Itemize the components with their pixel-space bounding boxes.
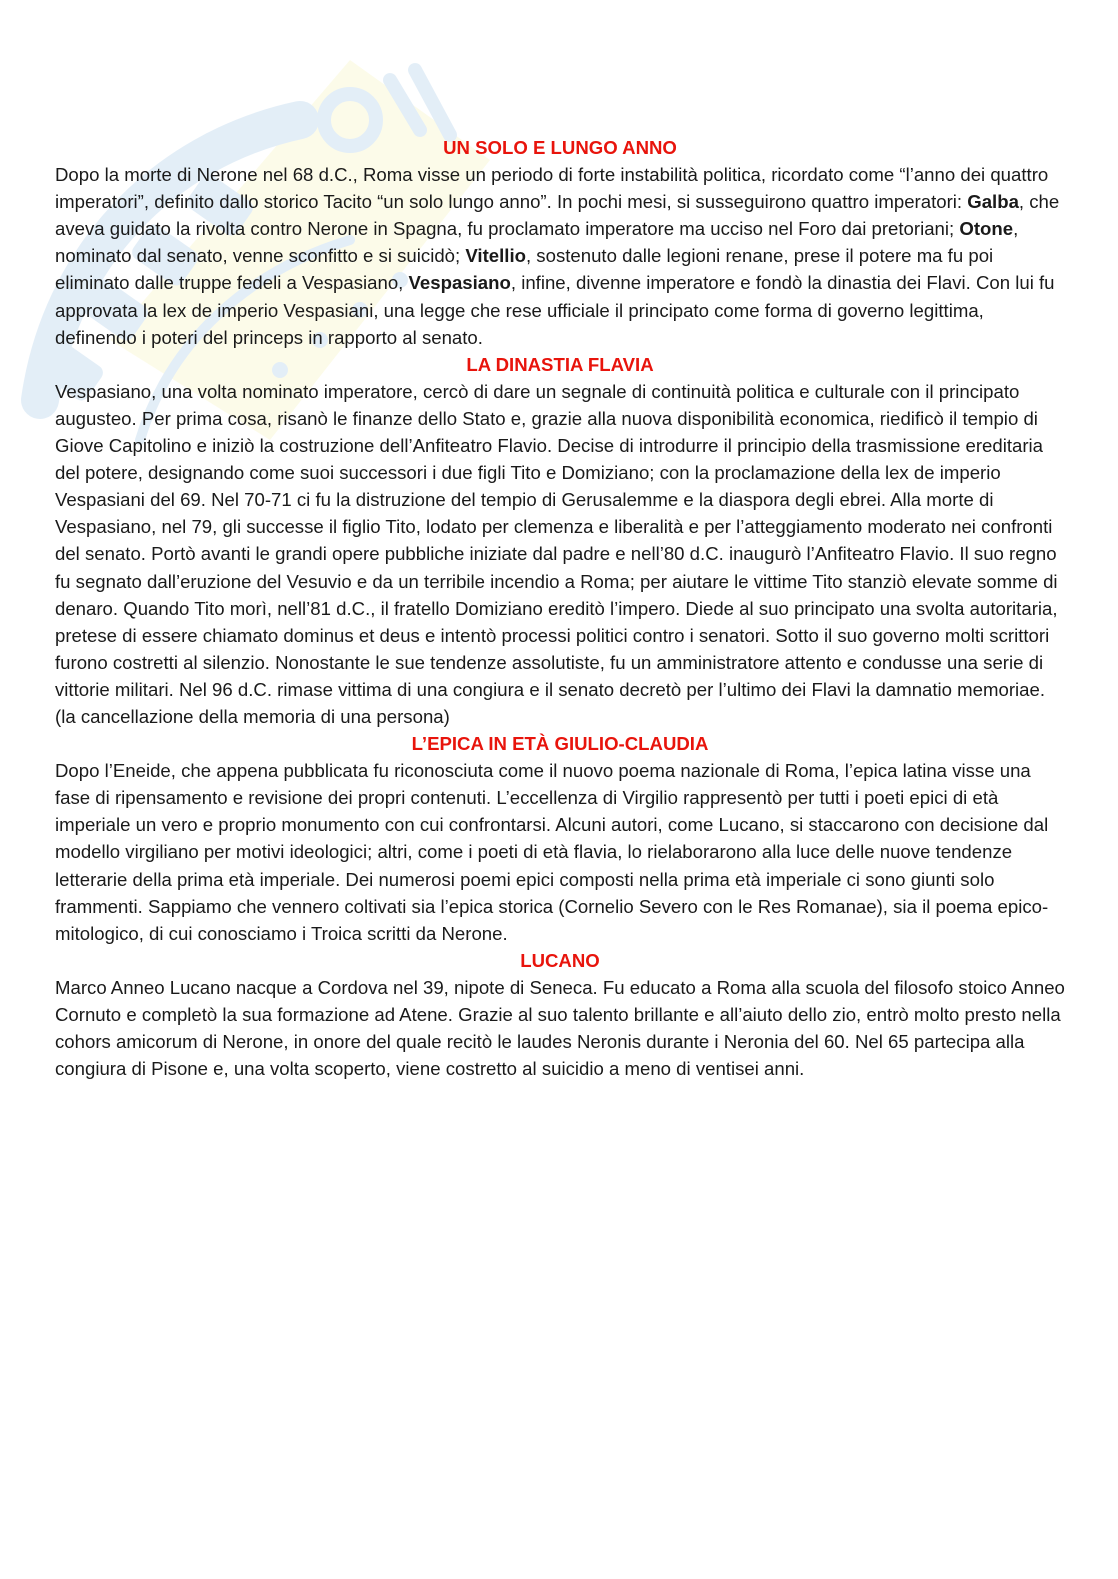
section-heading: LUCANO xyxy=(520,949,600,971)
document-page xyxy=(55,134,1065,1082)
text-run: , sostenuto dalle legioni renane, prese il potere ma fu poi eliminato dalle truppe fedeli a Vespasiano, xyxy=(55,245,994,294)
section-heading: LA DINASTIA FLAVIA xyxy=(466,353,654,375)
bold-term: Vespasiano xyxy=(408,272,511,294)
text-run: Vespasiano, una volta nominato imperatore, cercò di dare un segnale di continuità politica e culturale con il principato augusteo. Per prima cosa, risanò le finanze dello Stato e, grazie alla nuova disponibilità economica, riedificò il tempio di Giove Capitolino e iniziò la costruzione dell’Anfiteatro Flavio. Decise di introdurre il principio della trasmissione ereditaria del potere, designando come suoi successori i due figli Tito e Domiziano; con la proclamazione della lex de imperio Vespasiani del 69. Nel 70-71 ci fu la distruzione del tempio di Gerusalemme e la diaspora degli ebrei. Alla morte di Vespasiano, nel 79, gli successe il figlio Tito, lodato per clemenza e liberalità e per l’atteggiamento moderato nei confronti del senato. Portò avanti le grandi opere pubbliche iniziate dal padre e nell’80 d.C. inaugurò l’Anfiteatro Flavio. Il suo regno fu segnato dall’eruzione del Vesuvio e da un terribile incendio a Roma; per aiutare le vittime Tito stanziò elevate somme di denaro. Quando Tito morì, nell’81 d.C., il fratello Domiziano ereditò l’impero. Diede al suo principato una svolta autoritaria, pretese di essere chiamato dominus et deus e intentò processi politici contro i senatori. Sotto il suo governo molti scrittori furono costretti al silenzio. Nonostante le sue tendenze assolutiste, fu un amministratore attento e condusse una serie di vittorie militari. Nel 96 d.C. rimase vittima di una congiura e il senato decretò per l’ultimo dei Flavi la damnatio memoriae. (la cancellazione della memoria di una persona) xyxy=(55,380,1058,727)
section-paragraph xyxy=(55,161,1065,351)
text-run: Marco Anneo Lucano nacque a Cordova nel 39, nipote di Seneca. Fu educato a Roma alla scuola del filosofo stoico Anneo Cornuto e completò la sua formazione ad Atene. Grazie al suo talento brillante e all’aiuto dello zio, entrò molto presto nella cohors amicorum di Nerone, in onore del quale recitò le laudes Neronis durante i Neronia del 60. Nel 65 partecipa alla congiura di Pisone e, una volta scoperto, viene costretto al suicidio a meno di ventisei anni. xyxy=(55,976,1065,1080)
text-run: , infine, divenne imperatore e fondò la dinastia dei Flavi. Con lui fu approvata la lex de imperio Vespasiani, una legge che rese ufficiale il principato come forma di governo legittima, definendo i poteri del princeps in rapporto al senato. xyxy=(55,272,1055,348)
section-paragraph xyxy=(55,757,1065,947)
text-run: , nominato dal senato, venne sconfitto e si suicidò; xyxy=(55,218,1019,267)
bold-term: Galba xyxy=(967,191,1019,213)
text-run: , che aveva guidato la rivolta contro Nerone in Spagna, fu proclamato imperatore ma ucciso nel Foro dai pretoriani; xyxy=(55,191,1060,240)
bold-term: Otone xyxy=(959,218,1014,240)
section-paragraph xyxy=(55,378,1065,730)
section-paragraph xyxy=(55,974,1065,1082)
section-heading: L’EPICA IN ETÀ GIULIO-CLAUDIA xyxy=(411,733,709,755)
text-run: Dopo l’Eneide, che appena pubblicata fu riconosciuta come il nuovo poema nazionale di Roma, l’epica latina visse una fase di ripensamento e revisione dei propri contenuti. L’eccellenza di Virgilio rappresentò per tutti i poeti epici di età imperiale un vero e proprio monumento con cui confrontarsi. Alcuni autori, come Lucano, si staccarono con decisione dal modello virgiliano per motivi ideologici; altri, come i poeti di età flavia, lo rielaborarono alla luce delle nuove tendenze letterarie della prima età imperiale. Dei numerosi poemi epici composti nella prima età imperiale ci sono giunti solo frammenti. Sappiamo che vennero coltivati sia l’epica storica (Cornelio Severo con le Res Romanae), sia il poema epico-mitologico, di cui conosciamo i Troica scritti da Nerone. xyxy=(55,760,1049,944)
section-heading: UN SOLO E LUNGO ANNO xyxy=(443,137,677,158)
bold-term: Vitellio xyxy=(465,245,526,267)
text-run: Dopo la morte di Nerone nel 68 d.C., Roma visse un periodo di forte instabilità politica, ricordato come “l’anno dei quattro imperatori”, definito dallo storico Tacito “un solo lungo anno”. In pochi mesi, si susseguirono quattro imperatori: xyxy=(55,164,1049,213)
